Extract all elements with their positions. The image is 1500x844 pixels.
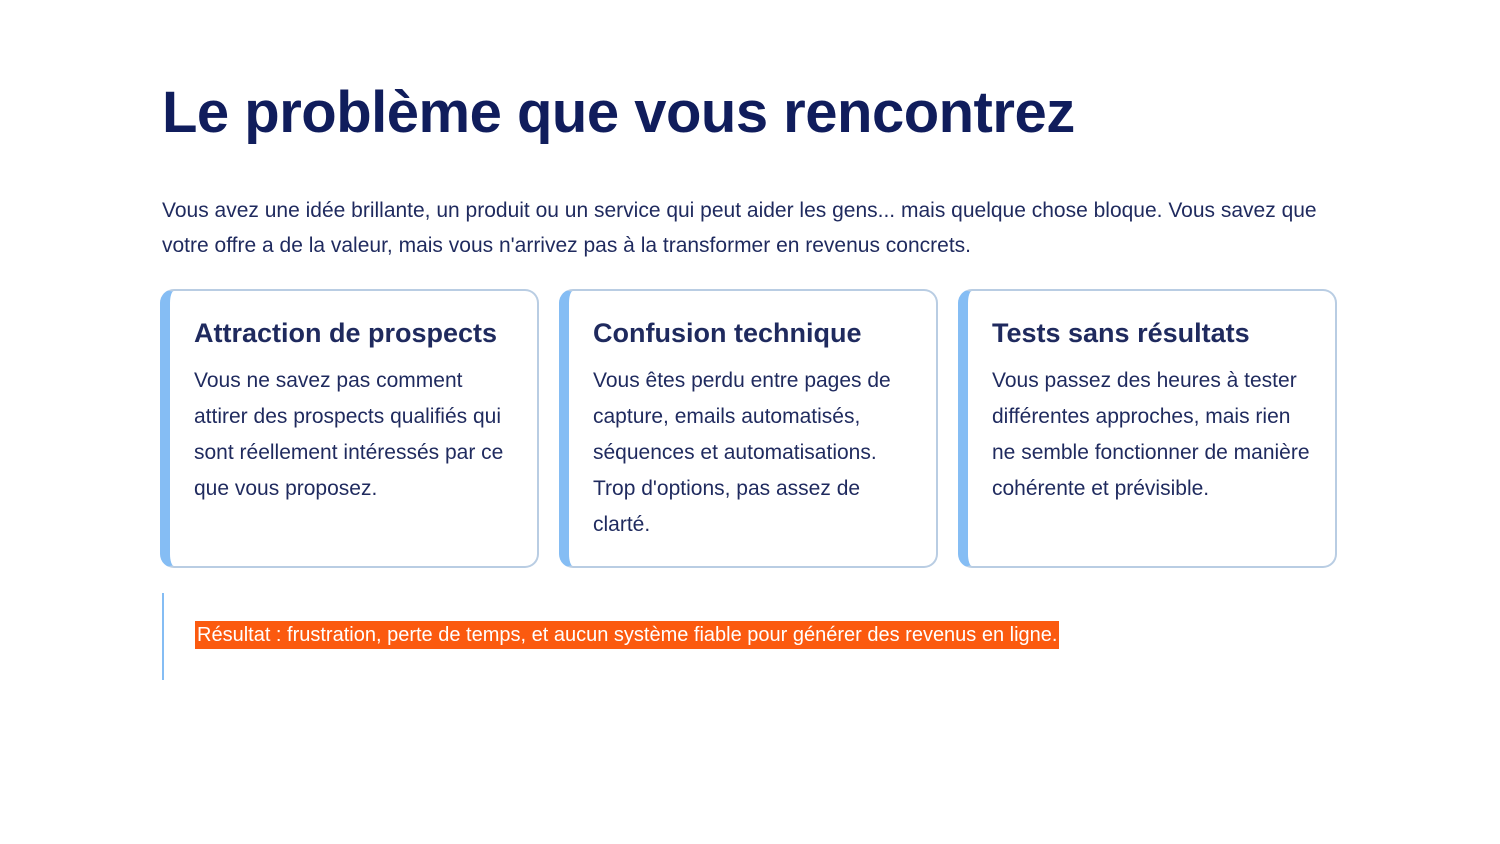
card-confusion-technique [559, 289, 938, 568]
card-title: Tests sans résultats [992, 318, 1250, 348]
intro-paragraph: Vous avez une idée brillante, un produit ou un service qui peut aider les gens... mais quelque chose bloque. Vous savez que votre offre a de la valeur, mais vous n'arrivez pas à la transformer en revenus concrets. [162, 199, 1317, 257]
card-text: Vous êtes perdu entre pages de capture, emails automatisés, séquences et automatisations. Trop d'options, pas assez de clarté. [593, 369, 891, 536]
card-title: Confusion technique [593, 318, 862, 348]
page-title: Le problème que vous rencontrez [162, 80, 1075, 145]
result-callout [162, 593, 1059, 680]
card-attraction-prospects [160, 289, 539, 568]
card-text: Vous ne savez pas comment attirer des prospects qualifiés qui sont réellement intéressés par ce que vous proposez. [194, 369, 504, 500]
card-text: Vous passez des heures à tester différentes approches, mais rien ne semble fonctionner de manière cohérente et prévisible. [992, 369, 1310, 500]
card-title: Attraction de prospects [194, 318, 498, 348]
card-tests-sans-resultats [958, 289, 1337, 568]
result-highlight: Résultat : frustration, perte de temps, et aucun système fiable pour générer des revenus en ligne. [195, 621, 1059, 649]
problem-cards [160, 289, 1337, 568]
